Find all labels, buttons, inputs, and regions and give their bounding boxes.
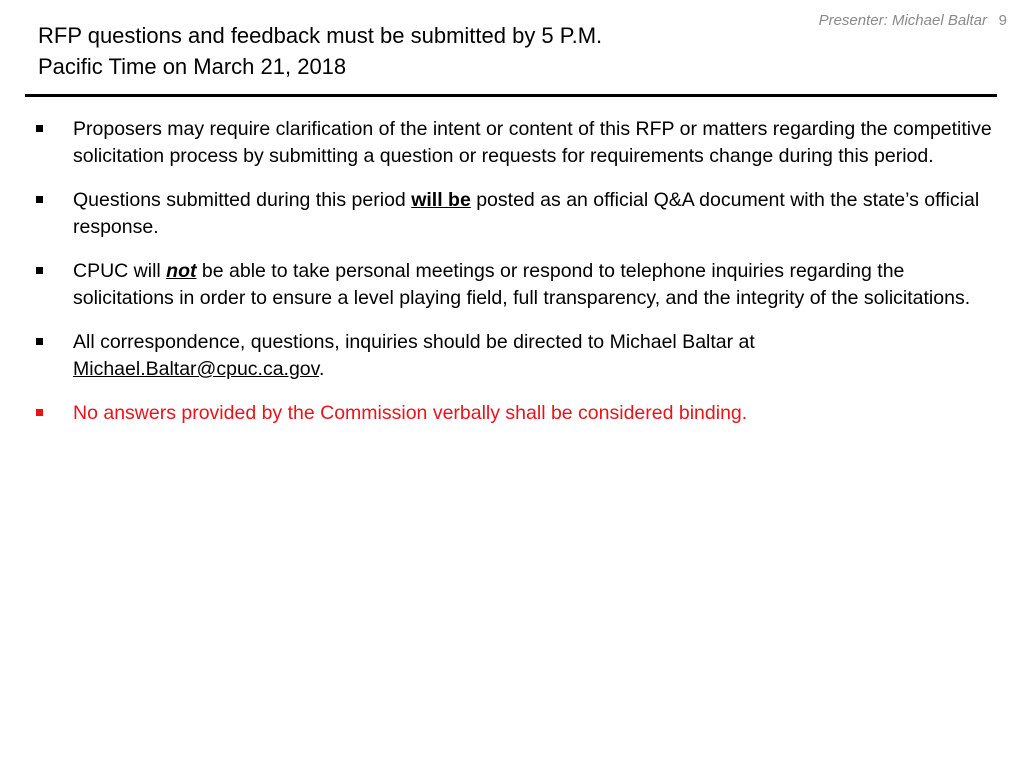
bullet-correspondence [34, 329, 994, 383]
square-bullet-icon [36, 338, 43, 345]
bullet-text: All correspondence, questions, inquiries should be directed to Michael Baltar at [73, 331, 755, 353]
bullet-text: CPUC will [73, 260, 167, 282]
bullet-text: be able to take personal meetings or respond to telephone inquiries regarding the solicitations in order to ensure a level playing field, full transparency, and the integrity of the solicitations. [73, 260, 971, 309]
square-bullet-icon [36, 267, 43, 274]
page-number: 9 [998, 12, 1007, 29]
slide-title-line-1: RFP questions and feedback must be submitted by 5 P.M. [38, 23, 603, 48]
bullet-list [34, 116, 994, 444]
square-bullet-icon [36, 409, 43, 416]
slide-title-line-2: Pacific Time on March 21, 2018 [38, 54, 347, 79]
bullet-qa-posting [34, 187, 994, 241]
square-bullet-icon [36, 196, 43, 203]
bullet-text: posted as an official Q&A document with the state’s official response. [73, 189, 980, 238]
bullet-emphasis: will be [411, 189, 471, 211]
bullet-text: Proposers may require clarification of the intent or content of this RFP or matters regarding the competitive solicitation process by submitting a question or requests for requirements change during this period. [73, 118, 992, 167]
title-divider [25, 94, 997, 97]
presenter-label: Presenter: Michael Baltar [818, 12, 987, 29]
bullet-text: No answers provided by the Commission verbally shall be considered binding. [73, 402, 748, 424]
slide-title [38, 20, 778, 82]
bullet-text: . [318, 358, 325, 380]
bullet-clarification [34, 116, 994, 170]
email-link[interactable]: Michael.Baltar@cpuc.ca.gov [73, 358, 319, 380]
bullet-verbal-not-binding [34, 400, 994, 427]
bullet-no-meetings [34, 258, 994, 312]
bullet-text: Questions submitted during this period [73, 189, 412, 211]
square-bullet-icon [36, 125, 43, 132]
bullet-emphasis: not [166, 260, 197, 282]
